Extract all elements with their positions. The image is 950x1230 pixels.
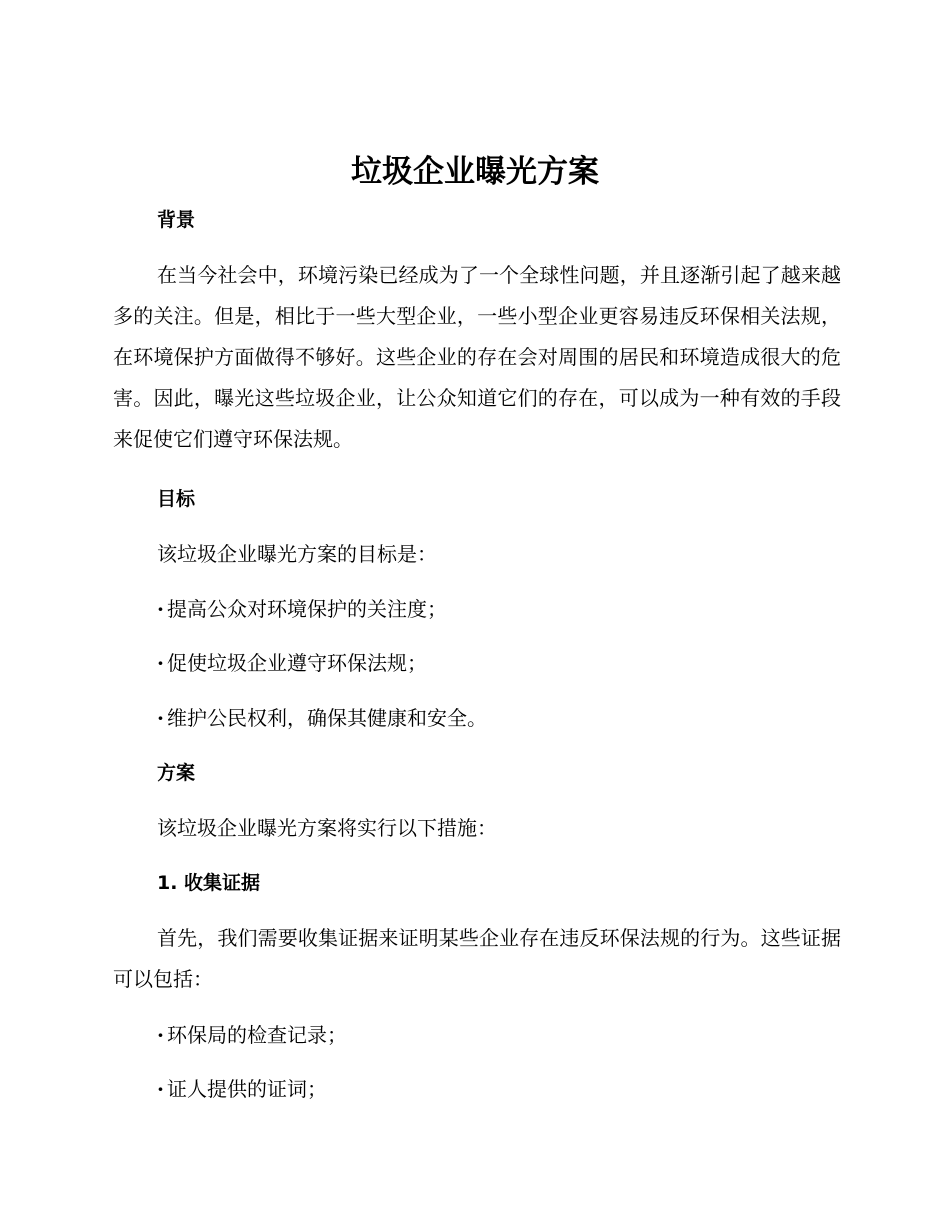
plan-step-heading: 1. 收集证据 bbox=[157, 872, 261, 894]
plan-step-bullet-item bbox=[157, 1074, 327, 1104]
section-heading-goals: 目标 bbox=[157, 488, 196, 510]
document-title: 垃圾企业曝光方案 bbox=[351, 154, 599, 190]
plan-step-bullet-text: 环保局的检查记录； bbox=[167, 1023, 347, 1047]
plan-step-paragraph: 首先，我们需要收集证据来证明某些企业存在违反环保法规的行为。这些证据可以包括： bbox=[113, 926, 841, 991]
plan-step-bullet-item bbox=[157, 1020, 347, 1050]
goals-bullet-text: 促使垃圾企业遵守环保法规； bbox=[167, 651, 427, 675]
goals-bullet-item bbox=[157, 594, 447, 624]
goals-bullet-item bbox=[157, 648, 427, 678]
background-paragraph: 在当今社会中，环境污染已经成为了一个全球性问题，并且逐渐引起了越来越多的关注。但是，相比于一些大型企业，一些小型企业更容易违反环保相关法规，在环境保护方面做得不够好。这些企业的存在会对周围的居民和环境造成很大的危害。因此，曝光这些垃圾企业，让公众知道它们的存在，可以成为一种有效的手段来促使它们遵守环保法规。 bbox=[113, 263, 841, 451]
goals-bullet-text: 提高公众对环境保护的关注度； bbox=[167, 597, 447, 621]
plan-intro: 该垃圾企业曝光方案将实行以下措施： bbox=[157, 816, 497, 840]
bullet-dot-icon: · bbox=[157, 651, 164, 675]
section-heading-background: 背景 bbox=[157, 209, 196, 231]
goals-bullet-item bbox=[157, 703, 487, 733]
bullet-dot-icon: · bbox=[157, 1023, 164, 1047]
bullet-dot-icon: · bbox=[157, 597, 164, 621]
goals-bullet-text: 维护公民权利，确保其健康和安全。 bbox=[167, 706, 487, 730]
section-heading-plan: 方案 bbox=[157, 762, 196, 784]
bullet-dot-icon: · bbox=[157, 1077, 164, 1101]
goals-intro: 该垃圾企业曝光方案的目标是： bbox=[157, 542, 437, 566]
bullet-dot-icon: · bbox=[157, 706, 164, 730]
plan-step-bullet-text: 证人提供的证词； bbox=[167, 1077, 327, 1101]
